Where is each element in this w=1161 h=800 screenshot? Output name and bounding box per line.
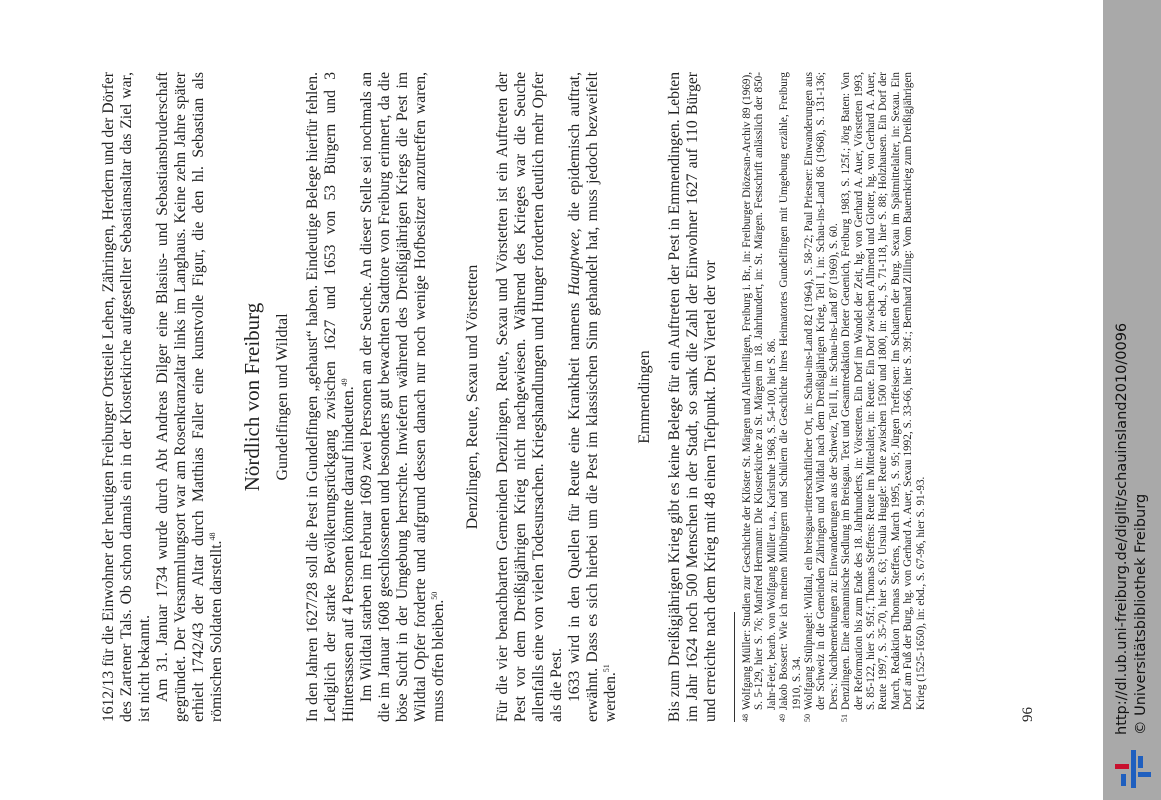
page-body bbox=[100, 72, 927, 722]
footnote-ref[interactable]: 49 bbox=[339, 378, 349, 387]
sidebar-caption bbox=[1103, 0, 1161, 745]
subsection-heading: Denzlingen, Reute, Sexau und Vörstetten bbox=[464, 264, 481, 530]
footnote-text: Jakob Bossert: Wie ich meinen Mitbürgern und Schülern die Geschichte ihres Heimatortes Gundelfingen mit Umgebung erzähle, Freiburg 1910, S. 34. bbox=[778, 72, 803, 710]
paragraph: In den Jahren 1627/28 soll die Pest in Gundelfingen „gehaust“ haben. Eindeutige Belege hierfür fehlen. Lediglich der starke Bevölkerungsrückgang zwischen 1627 und 1653 von 53 Bürgern und 3 Hintersassen auf 4 Personen könnte darauf hindeuten.$^{49}$ bbox=[304, 72, 357, 722]
footnote bbox=[840, 72, 927, 722]
permalink-url[interactable]: http://dl.ub.uni-freiburg.de/diglit/schauinsland2010/0096 bbox=[1114, 322, 1130, 735]
page-number: 96 bbox=[1020, 707, 1036, 722]
section-heading: Nördlich von Freiburg bbox=[240, 302, 264, 492]
footnote-number: 50 bbox=[803, 714, 813, 722]
subsection-heading: Emmendingen bbox=[636, 350, 653, 444]
footnote bbox=[803, 72, 840, 722]
footnote-number: 48 bbox=[741, 714, 750, 722]
footnote bbox=[778, 72, 803, 722]
footnote-ref[interactable]: 50 bbox=[429, 591, 439, 600]
paragraph: Bis zum Dreißigjährigen Krieg gibt es keine Belege für ein Auftreten der Pest in Emmendingen. Lebten im Jahr 1624 noch 500 Menschen in der Stadt, so sank die Zahl der Einwohner 1627 auf 110 Bürger und erreichte nach dem Krieg mit 48 einen Tiefpunkt. Drei Viertel der vor bbox=[666, 72, 719, 722]
footnote-divider bbox=[734, 612, 735, 722]
footnote-text: Wolfgang Müller: Studien zur Geschichte der Klöster St. Märgen und Allerheiligen, Freiburg i. Br., in: Freiburger Diözesan-Archiv 89 (1969), S. 5-129, hier S. 76; Manfred Hermann: Die Klosterkirche zu St. Märgen im 18. Jahrhundert, in: St. Märgen. Festschrift anlässlich der 850-Jahr-Feier, bearb. von Wolfgang Müller u.a., Karlsruhe 1968, S. 54-100, hier S. 86. bbox=[741, 72, 778, 710]
viewer-sidebar bbox=[1103, 0, 1161, 800]
footnote-text: Wolfgang Stülpnagel: Wildtal, ein breisgau-ritterschaftlicher Ort, in: Schau-ins-Land 82 (1964), S. 58-72; Paul Priesner: Einwanderungen aus der Schweiz in die Gemeinden Zähringen und Wildtal nach dem Dreißigjährigen Krieg, Teil I, in: Schau-ins-Land 86 (1968), S. 131-136; Ders.: Nachbemerkungen zu: Einwanderungen aus der Schweiz, Teil II, in: Schau-ins-Land 87 (1969), S. 60. bbox=[803, 72, 840, 710]
subsection-heading: Gundelfingen und Wildtal bbox=[274, 313, 291, 481]
footnote-number: 49 bbox=[778, 714, 788, 722]
footnote bbox=[741, 72, 778, 722]
library-logo-icon bbox=[1113, 748, 1153, 790]
paragraph: Am 31. Januar 1734 wurde durch Abt Andreas Dilger eine Blasius- und Sebastiansbruderschaft gegründet. Der Versammlungsort war am Rosenkranzaltar links im Langhaus. Keine zehn Jahre später erhielt 1742/43 der Altar durch Matthias Faller eine kunstvolle Figur, die den hl. Sebastian als römischen Soldaten darstellt.$^{48}$ bbox=[154, 72, 225, 722]
paragraph: Für die vier benachbarten Gemeinden Denzlingen, Reute, Sexau und Vörstetten ist ein Auftreten der Pest vor dem Dreißigjährigen Krieg nicht nachgewiesen. Während des Krieges war die Seuche allenfalls eine von vielen Todesursachen. Kriegshandlungen und Hunger forderten deutlich mehr Opfer als die Pest. bbox=[494, 72, 565, 722]
paragraph: 1633 wird in den Quellen für Reute eine Krankheit namens Hauptwee, die epidemisch auftrat, erwähnt. Dass es sich hierbei um die Pest im klassischen Sinn gehandelt hat, muss jedoch bezweifelt werden.$^{51}$ bbox=[566, 71, 619, 722]
copyright-notice: © Universitätsbibliothek Freiburg bbox=[1133, 493, 1149, 735]
italic-term: Hauptwee bbox=[566, 232, 583, 296]
footnote-number: 51 bbox=[840, 714, 850, 722]
footnote-ref[interactable]: 51 bbox=[601, 664, 611, 673]
paragraph: 1612/13 für die Einwohner der heutigen Freiburger Ortsteile Lehen, Zähringen, Herdern und der Dörfer des Zartener Tals. Ob schon damals ein in der Klosterkirche aufgestellter Sebastiansaltar das Ziel war, ist nicht bekannt. bbox=[100, 72, 153, 722]
footnote-ref[interactable]: 48 bbox=[207, 532, 217, 541]
paragraph: Im Wildtal starben im Februar 1609 zwei Personen an der Seuche. An dieser Stelle sei nochmals an die im Januar 1608 geschlossenen und besonders gut bewachten Stadttore von Freiburg erinnert, da die böse Sucht in der Umgebung herrschte. Inwiefern während des Dreißigjährigen Kriegs die Pest im Wildtal Opfer forderte und aufgrund dessen danach nur noch wenige Hofbesitzer anzutreffen waren, muss offen bleiben.$^{50}$ bbox=[358, 72, 447, 722]
footnote-text: Denzlingen. Eine alemannische Siedlung im Breisgau. Text und Gesamtredaktion Dieter Geuenich, Freiburg 1983, S. 125f.; Jörg Baten: Von der Reformation bis zum Ende des 18. Jahrhunderts, in: Vörstetten. Ein Dorf im Wandel der Zeit, hg. von Gerhard A. Auer, Vörstetten 1993, S. 85-122, hier S. 95f.; Thomas Steffens: Reute im Mittelalter, in: Reute. Ein Dorf zwischen Allmend und Glotter, hg. von Gerhard A. Auer, Reute 1997, S. 35-70, hier S. 63; Ursula Huggle: Reute zwischen 1500 und 1800, in: ebd., S. 71-118, hier S. 88; Holzhausen. Ein Dorf der March, Redaktion Thomas Steffens, March 1995, S. 95; Jürgen Treffeisen: Im Schatten der Burg. Sexau im Spätmittelalter, in: Sexau. Ein Dorf am Fuß der Burg, hg. von Gerhard A. Auer, Sexau 1992, S. 33-66, hier S. 39f.; Bernhard Zilling: Vom Bauernkrieg zum Dreißigjährigen Krieg (1525-1650), in: ebd., S. 67-96, hier S. 91-93. bbox=[840, 72, 927, 710]
